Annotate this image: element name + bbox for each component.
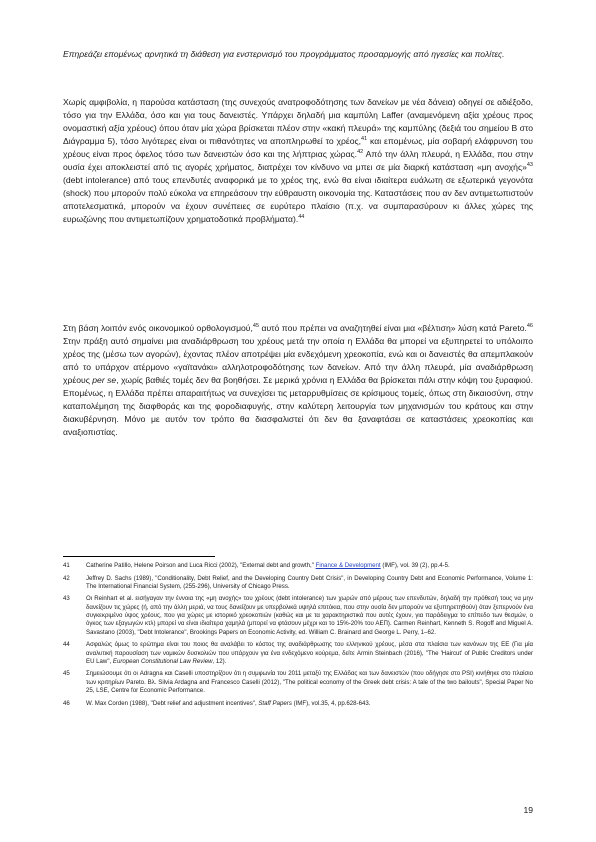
footnote-number: 46 <box>63 699 70 707</box>
intro-paragraph: Επηρεάζει επομένως αρνητικά τη διάθεση για ενστερνισμό του προγράμματος προσαρμογής από ηγεσίες και πολίτες. <box>63 49 505 59</box>
footnote-42 <box>63 575 533 592</box>
footnote-text-part: , 12). <box>212 657 227 665</box>
footnote-ref-45[interactable]: 45 <box>252 323 260 329</box>
main-text-4: (debt intolerance) από τους επενδυτές αναφορικά με το χρέος της, ενώ θα είναι ιδιαίτερα ευάλωτη σε εξωτερικά γεγονότα (shock) που μπορούν πολύ εύκολα να επηρεάσουν την εύθραυστη οικονομία της. Καταστάσεις που αν δεν αντιμετωπιστούν αποτελεσματικά, μπορούν να έχουν συνέπειες σε ευρύτερο πλαίσιο (π.χ. να συμπαρασύρουν κι άλλες χώρες της ευρωζώνης που αντιμετωπίζουν χρηματοδοτικά προβλήματα). <box>63 175 533 224</box>
footnote-text <box>86 562 533 570</box>
footnote-text: Jeffrey D. Sachs (1989), "Conditionality, Debt Relief, and the Developing Country Debt Crisis", in Developing Country Debt and Economic Performance, Volume 1: The International Financial System, (255-296), University of Chicago Press. <box>86 574 533 590</box>
footnote-ref-42[interactable]: 42 <box>357 149 364 155</box>
footnote-43 <box>63 595 533 636</box>
footnote-text <box>86 700 533 708</box>
footnote-text-part: W. Max Corden (1988), "Debt relief and adjustment incentives", <box>86 699 259 707</box>
main-text-2: και επομένως, μία σοβαρή ελάφρυνση του χρέους είναι προς όφελος τόσο των δανειστών όσο και της λήπτριας χώρας. <box>63 136 533 159</box>
footnote-ref-44[interactable]: 44 <box>298 214 305 220</box>
footnote-number: 43 <box>63 595 70 603</box>
footnote-text: Σημειώσουμε ότι οι Adragna και Caselli υποστηρίζουν ότι η συμφωνία του 2011 μεταξύ της Ελλάδας και των δανειστών (που οδήγησε στο PSI) κινήθηκε στο πλαίσιο των κριτηρίων Pareto. Βλ. Silvia Ardagna and Francesco Caselli (2012), "The political economy of the Greek debt crisis: A tale of the two bailouts", Special Paper No 25, LSE, Centre for Economic Performance. <box>86 670 533 695</box>
second-text-2: αυτό που πρέπει να αναζητηθεί είναι μια «βέλτιση» λύση κατά Pareto. <box>259 323 527 333</box>
second-text-1: Στη βάση λοιπόν ενός οικονομικού ορθολογισμού, <box>63 323 253 333</box>
main-text-1: Χωρίς αμφιβολία, η παρούσα κατάσταση (της συνεχούς ανατροφοδότησης των δανείων με νέα δάνεια) οδηγεί σε αδιέξοδο, τόσο για την Ελλάδα, όσο και για τους δανειστές. Υπάρχει δηλαδή μια καμπύλη Laffer (αναμενόμενη αξία χρέους προς ονομαστική αξία χρέους) όπου όταν μία χώρα βρίσκεται πλέον στην «κακή πλευρά» της καμπύλης (δεξιά του σημείου Β στο Διάγραμμα 5), τόσο λιγότερες είναι οι πιθανότητες να αποπληρωθεί το χρέος, <box>63 97 533 146</box>
footnote-ref-43[interactable]: 43 <box>526 162 533 168</box>
main-text-3: Από την άλλη πλευρά, η Ελλάδα, που στην ουσία έχει αποκλειστεί από τις αγορές χρήματος, διατρέχει τον κίνδυνο να μπει σε μία διαρκή κατάσταση «μη ανοχής» <box>63 149 533 172</box>
per-se-term: per se <box>92 375 117 385</box>
footnotes-section <box>63 562 533 712</box>
footnote-ref-46[interactable]: 46 <box>526 323 533 329</box>
footnote-41 <box>63 562 533 570</box>
footnote-text-part: (IMF), vol.35, 4, pp.628-643. <box>291 699 371 707</box>
second-text-3: Στην πράξη αυτό σημαίνει μια αναδιάρθρωση του χρέους μετά την οποία η Ελλάδα θα μπορεί να εξυπηρετεί το υπόλοιπο χρέος της (μέσω των αγορών), έχοντας πλέον αποτρέψει μία ενδεχόμενη χρεοκοπία, ενώ και οι δανειστές θα απεμπλακούν από το υπάρχον ατέρμονο «γαϊτανάκι» αλληλοτροφοδότησης των δανείων. Από την άλλη πλευρά, μία αναδιάρθρωση χρέους <box>63 336 533 385</box>
main-paragraph-block <box>63 96 533 226</box>
second-paragraph <box>63 322 533 439</box>
journal-title: Staff Papers <box>258 699 292 707</box>
footnote-45 <box>63 670 533 695</box>
footnote-46 <box>63 700 533 708</box>
footnote-text <box>86 641 533 666</box>
footnote-text-part: (IMF), vol. 39 (2), pp.4-5. <box>380 562 450 569</box>
journal-title: European Constitutional Law Review <box>112 657 213 665</box>
finance-development-link[interactable]: Finance & Development <box>315 562 381 569</box>
second-paragraph-block <box>63 322 533 439</box>
footnote-number: 44 <box>63 641 70 649</box>
footnote-text: Οι Reinhart et al. εισήγαγαν την έννοια της «μη ανοχής» του χρέους (debt intolerance) των χωρών από μέρους των επενδυτών, δηλαδή την πρόθεσή τους να μην δανείζουν τις χώρες (ή, από την άλλη μεριά, να τους δανείζουν με υπερβολικά υψηλά επιτόκια, που στην ουσία δεν μπορούν να εξυπηρετηθούν) όταν ξεπερνούν ένα συγκεκριμένο ύψος χρέους, που για χώρες με ιστορικό χρεοκοπιών (καθώς και με τα χαρακτηριστικά που αυτές έχουν, για παράδειγμα το επίπεδο των θεσμών, ο όγκος των εξαγωγών κτλ) μπορεί να είναι ιδιαίτερα χαμηλά (μπορεί να φτάσουν μέχρι και το 15%-20% του ΑΕΠ). Carmen Reinhart, Kenneth S. Rogoff and Miguel A. Savastano (2003), "Debt Intolerance", Brookings Papers on Economic Activity, ed. William C. Brainard and George L. Perry, 1–62. <box>86 595 533 636</box>
footnote-ref-41[interactable]: 41 <box>361 136 368 142</box>
footnote-separator <box>63 556 215 557</box>
footnote-44 <box>63 641 533 666</box>
intro-paragraph-block <box>63 48 533 61</box>
main-paragraph <box>63 96 533 226</box>
footnote-number: 42 <box>63 574 70 582</box>
footnote-text-part: Ασφαλώς όμως το ερώτημα είναι του ποιος θα αναλάβει το κόστος της αναδιάρθρωσης του ελληνικού χρέους, μέσα στα πλαίσια των κανόνων της ΕΕ (Για μία αναλυτική παρουσίαση των νομικών δυσκολιών που υπάρχουν για ένα ενδεχόμενο κούρεμα, δείτε Armin Steinbach (2016), "The 'Haircut' of Public Creditors under EU Law", <box>86 641 533 665</box>
footnote-text-part: Catherine Patillo, Helene Poirson and Luca Ricci (2002), "External debt and growth," <box>86 562 316 569</box>
footnote-number: 45 <box>63 670 70 678</box>
footnote-number: 41 <box>63 562 70 569</box>
page-number: 19 <box>523 805 533 815</box>
second-text-4: , χωρίς βαθιές τομές δεν θα βοηθήσει. Σε μερικά χρόνια η Ελλάδα θα βρίσκεται πάλι στην κόψη του ξυραφιού. Επομένως, η Ελλάδα πρέπει απαραιτήτως να συνεχίσει τις μεταρρυθμίσεις σε κρίσιμους τομείς, όπως στη δικαιοσύνη, στην καταπολέμηση της διαφθοράς και της φοροδιαφυγής, στην καλύτερη λειτουργία των μηχανισμών του κράτους και στην διακυβέρνηση. Μόνο με αυτόν τον τρόπο θα διασφαλιστεί ότι δεν θα ξαναφτάσει σε καταστάσεις χρεοκοπίας και αναξιοπιστίας. <box>63 375 533 437</box>
